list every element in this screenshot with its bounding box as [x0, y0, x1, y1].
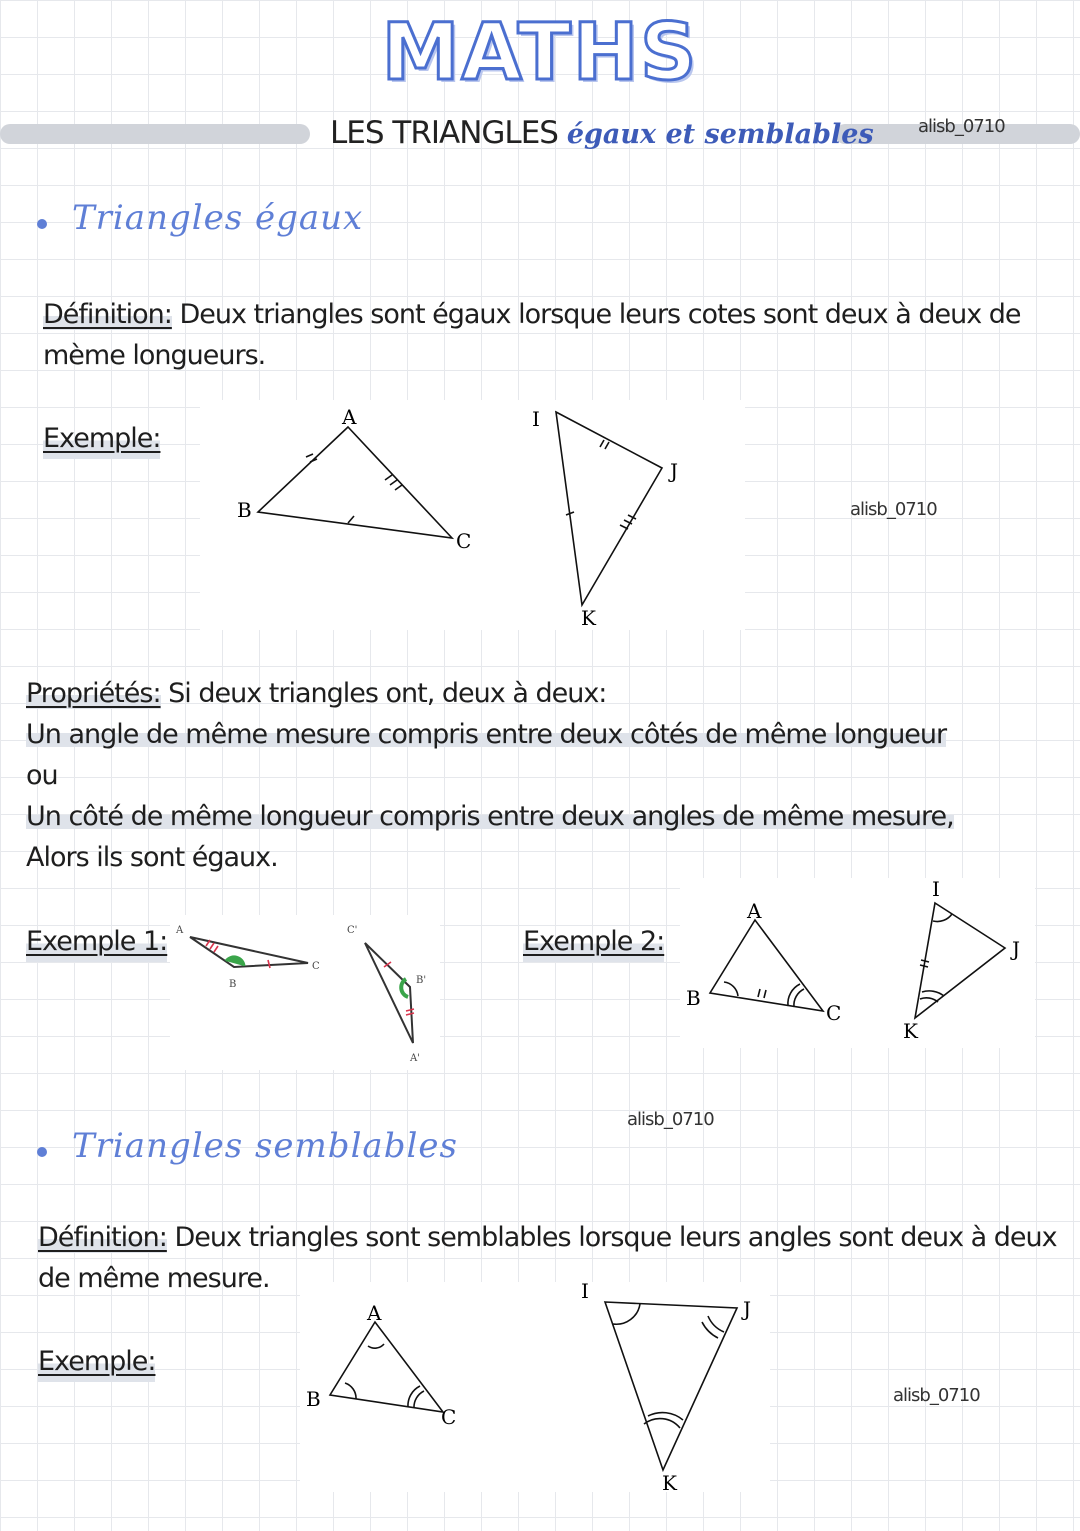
property-conclusion: Alors ils sont égaux.: [26, 842, 278, 873]
section1-heading: Triangles égaux: [72, 198, 364, 238]
section2-definition-label: Définition:: [38, 1222, 167, 1253]
example2-label-i: I: [932, 878, 940, 901]
example2-label-c: C: [826, 1001, 842, 1025]
example1-label-a: A: [176, 925, 184, 936]
triangle-abc: [258, 427, 452, 538]
section2-definition-line1: Deux triangles sont semblables lorsque leurs angles sont deux à deux: [174, 1222, 1057, 1253]
label-c-1: C: [456, 529, 472, 553]
example1-label-a-prime: A': [410, 1053, 420, 1064]
section1-watermark: alisb_0710: [627, 1109, 714, 1130]
label-a-1: A: [342, 405, 357, 429]
label-j-1: J: [670, 459, 679, 483]
example2-label-a: A: [747, 899, 762, 923]
property-1: Un angle de même mesure compris entre deux côtés de même longueur: [26, 719, 947, 750]
example1-label: Exemple 1:: [26, 921, 167, 962]
section1-definition: [43, 294, 1053, 376]
example2-label: Exemple 2:: [523, 921, 664, 962]
figure-watermark: alisb_0710: [850, 499, 937, 520]
similar-triangle-1: [330, 1322, 443, 1412]
example2-triangle-2: [915, 903, 1005, 1018]
property-or: ou: [26, 760, 58, 791]
section2-bullet: [37, 1147, 47, 1157]
similar-label-j: J: [743, 1297, 752, 1321]
section1-example-label: Exemple:: [43, 418, 160, 459]
example1-label-b: B: [229, 979, 237, 990]
section1-definition-line1: Deux triangles sont égaux lorsque leurs cotes sont deux à deux de: [179, 299, 1021, 330]
figure-example2: [680, 878, 1035, 1048]
label-k-1: K: [581, 606, 596, 630]
example1-triangle-2: [365, 943, 414, 1043]
similar-label-a: A: [367, 1301, 382, 1325]
header-watermark: alisb_0710: [918, 116, 1005, 137]
section2-watermark: alisb_0710: [893, 1385, 980, 1406]
example1-label-c-prime: C': [347, 925, 358, 936]
section1-bullet: [37, 219, 47, 229]
triangle-ijk: [556, 412, 662, 605]
label-b-1: B: [237, 498, 252, 522]
example2-label-j: J: [1012, 937, 1021, 961]
section1-definition-line2: mème longueurs.: [43, 340, 266, 371]
similar-label-i: I: [581, 1282, 589, 1303]
figure-equal-triangles: [200, 400, 745, 630]
example1-triangle-1: [190, 937, 308, 968]
figure-similar-triangles: [300, 1282, 770, 1492]
example1-label-c: C: [312, 961, 320, 972]
section2-definition-line2: de même mesure.: [38, 1263, 270, 1294]
subtitle-emphasis: égaux et semblables: [566, 119, 874, 150]
similar-triangle-2: [605, 1302, 737, 1470]
example2-label-k: K: [903, 1019, 918, 1043]
similar-label-b: B: [306, 1387, 321, 1411]
example2-label-b: B: [686, 986, 701, 1010]
figure-example1: [170, 915, 440, 1070]
header-band-left: [0, 124, 310, 144]
section1-definition-label: Définition:: [43, 299, 172, 330]
page-subtitle: [330, 115, 874, 151]
section2-heading: Triangles semblables: [72, 1126, 458, 1166]
subtitle-plain: LES TRIANGLES: [330, 115, 558, 151]
properties-label: Propriétés:: [26, 678, 161, 709]
properties-intro: Si deux triangles ont, deux à deux:: [168, 678, 607, 709]
similar-label-c: C: [441, 1405, 457, 1429]
property-2: Un côté de même longueur compris entre deux angles de même mesure,: [26, 801, 954, 832]
example2-triangle-1: [710, 920, 823, 1011]
similar-label-k: K: [662, 1471, 677, 1492]
label-i-1: I: [532, 407, 540, 431]
section2-example-label: Exemple:: [38, 1341, 155, 1382]
page-title: MATHS: [381, 8, 699, 98]
example1-label-b-prime: B': [416, 975, 427, 986]
section1-properties: [26, 673, 1056, 878]
